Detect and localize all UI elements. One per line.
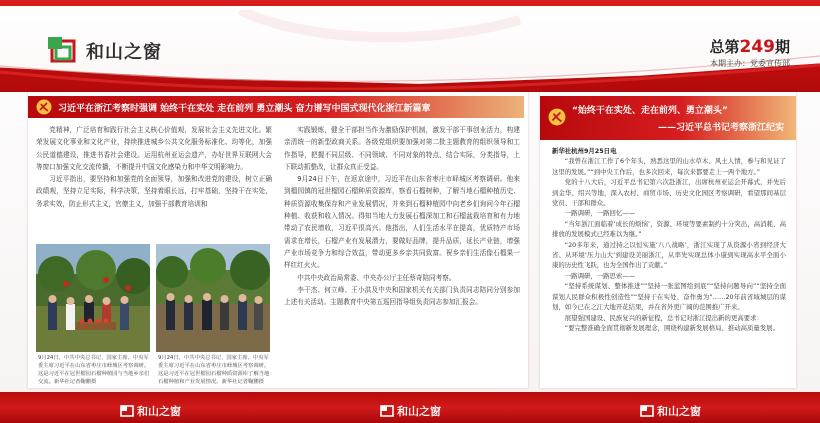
footer-logo-text: 和山之窗: [397, 405, 441, 418]
party-emblem-icon: [548, 108, 566, 126]
issue-number: 249: [739, 37, 775, 57]
header-logo: [46, 34, 166, 68]
left-article-title: 习近平在浙江考察时强调 始终干在实处 走在前列 勇立潮头 奋力谱写中国式现代化浙江新篇章: [58, 103, 431, 114]
paragraph: “我曾在浙江工作了6个年头，熟悉这里的山水草木、风土人情，参与和见证了这里的发展。”“到中央工作后，也多次回来，每次来都要走上一两个地方。”: [552, 157, 786, 176]
paragraph: “20多年来，通过持之以恒实施‘八八战略’，浙江实现了从资源小省到经济大省、从环境‘压力山大’到建设美丽浙江，从率先实现总体小康到实现高水平全面小康的历史性飞跃，也为全国作出了贡献。”: [552, 240, 786, 270]
right-article-body: [552, 146, 786, 333]
paragraph: 李干杰、何立峰、王小洪及中央和国家机关有关部门负责同志陪同分别参加上述有关活动。主题教育中央第五巡回指导组负责同志参加汇报会。: [284, 285, 520, 307]
issue-info: [709, 36, 790, 69]
paragraph: 一路调研，一路回忆——: [564, 209, 636, 218]
paragraph: “坚持系统谋划、整体推进”“坚持一张蓝图绘到底”“坚持问题导向”“坚持全面谋划人民群众积极性创造性”“坚持干在实处、奋作勇为”……20年前省域城层的谋划，如今已在之江大地开花结果，并在省外更广阔的范围推广开来。: [552, 282, 786, 312]
party-emblem-icon: [36, 99, 52, 115]
issue-suffix: 期: [774, 38, 790, 56]
photo-caption-2: 9月24日，中共中央总书记、国家主席、中央军委主席习近平在山东省枣庄市峄城区考察调研。这是习近平在冠世榴园石榴种质资源库了解当地石榴种植和产业发展情况。新华社记者鞠鹏摄: [158, 355, 270, 385]
logo-window-icon: [46, 35, 80, 67]
photo-caption-1: 9月24日，中共中央总书记、国家主席、中央军委主席习近平在山东省枣庄市峄城区考察调研。这是习近平在冠世榴园石榴种植园与当地乡亲们交流。新华社记者鞠鹏摄: [38, 355, 150, 385]
paragraph: 党精神，广泛培育和践行社会主义核心价值观，发展社会主义先进文化。繁荣发展文化事业和文化产业，持续推进城乡公共文化服务标准化、均等化，加强公民道德建设，推进书香社会建设。运用杭州亚运会遗产，办好世界互联网大会等窗口加强文化交流传播，不断提升中国文化感染力和中华文明影响力。: [36, 126, 272, 171]
dateline: 新华社杭州9月25日电: [552, 147, 617, 155]
paragraph: 习近平指出，要坚持和加强党的全面领导，加强和改进党的建设，树立正确政绩观，坚持立足实际，科学决策，坚持着眼长远，打牢基础，坚持干在实处，务求实效，防止形式主义，官僚主义，加强干部教育培训和: [36, 175, 272, 208]
logo-window-icon: [640, 405, 654, 417]
paragraph: 9月24日下午，在返京途中，习近平在山东省枣庄市峄城区考察调研。他来到榴园镇的冠世榴园石榴种质资源库，察看石榴树种，了解当地石榴种植历史、种质资源收集保存和产业发展情况，并来到石榴种植园中向老乡们询问今年石榴种植、收获和收入情况。得知当地大力发展石榴深加工和石榴盆栽培育和有力地带动了农民增收，习近平很高兴。他指出，人们生活水平在提高，优质特产市场需求在增长，石榴产业有发展潜力，要做好品牌，提升品质，延长产业链，增强产业市场竞争力和综合效益，带动更多乡亲共同致富。祝乡亲们生活像石榴果一样红红火火。: [284, 175, 520, 270]
footer-logo-text: 和山之窗: [657, 405, 701, 418]
left-column-2: [284, 124, 520, 308]
paragraph: 展望强国建设、民族复兴的新征程，总书记对浙江提出新的更高要求：: [564, 313, 763, 322]
right-title-line-1: “始终干在实处、走在前列、勇立潮头”: [572, 106, 728, 116]
logo-window-icon: [380, 405, 394, 417]
photo-orchard-villagers: [36, 244, 150, 352]
paragraph: “要完整准确全面贯彻新发展理念，围绕构建新发展格局、推动高质量发展。: [564, 323, 779, 332]
issue-prefix: 总第: [709, 38, 740, 56]
footer-logo: [380, 403, 441, 419]
paragraph: “当年浙江面临着‘成长的烦恼’，资源、环境等要素制约十分突出，高消耗、高排放的发展模式已经难以为继。”: [552, 219, 786, 239]
paragraph: 一路调研，一路思索——: [564, 271, 636, 280]
footer-logo: [120, 403, 181, 419]
paragraph: 实践锻炼，健全干部担当作为激励保护机制，激发干部干事创业活力，构建亲清统一的新型政商关系。各级党组织要加强对第二批主题教育的组织领导和工作指导，把握不同层级、不同领域、不同对象的特点，结合实际，分类指导，上下联动抓整改，让群众真正受益。: [284, 126, 520, 171]
issue-sponsor: 本期主办：党委宣传部: [710, 59, 790, 68]
left-article-panel: [28, 92, 528, 388]
logo-window-icon: [120, 405, 134, 417]
paragraph: 中共中央政治局常委、中央办公厅主任蔡奇陪同考察。: [297, 273, 456, 282]
photo-germplasm-resource: [156, 244, 270, 352]
left-title-bar: [28, 96, 524, 118]
right-title-bar: [540, 96, 796, 140]
left-column-1: [36, 124, 272, 210]
logo-text: 和山之窗: [86, 42, 162, 63]
paragraph: 党的十八大后，习近平总书记第六次赴浙江，出席杭州亚运会开幕式，并先后到金华、绍兴等地，深入农村、商贸市场、历史文化园区考察调研，看望那间基层党员、干部和群众。: [552, 178, 786, 208]
footer-logo-text: 和山之窗: [137, 405, 181, 418]
right-article-panel: [540, 92, 796, 388]
footer-logo: [640, 403, 701, 419]
issue-number-line: [709, 36, 790, 57]
right-title-line-2: ——习近平总书记考察浙江纪实: [657, 123, 784, 133]
